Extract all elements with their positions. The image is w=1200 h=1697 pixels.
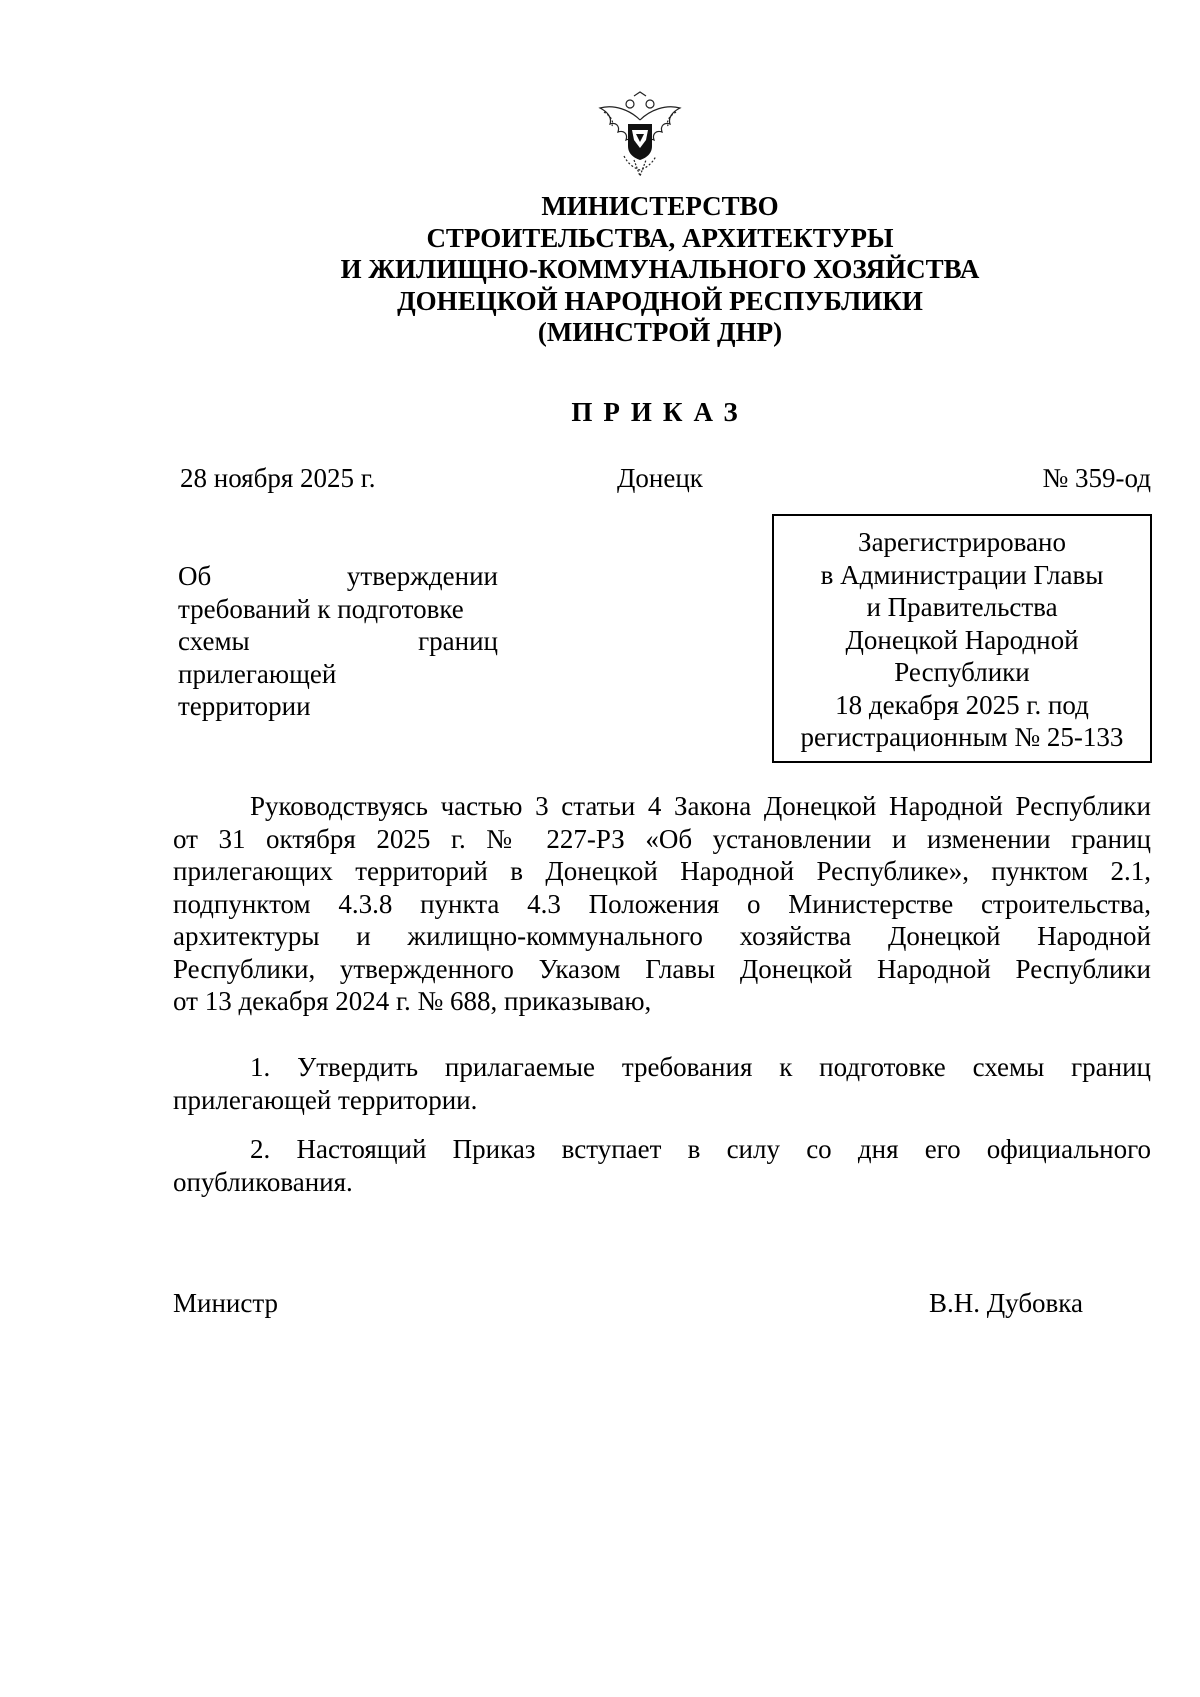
- registration-line: 18 декабря 2025 г. под: [835, 689, 1089, 720]
- subject-line: территории: [178, 691, 311, 721]
- item-line: прилегающей территории.: [173, 1084, 478, 1115]
- ministry-line: (МИНСТРОЙ ДНР): [537, 317, 783, 347]
- registration-line: и Правительства: [866, 592, 1058, 622]
- item-line: опубликования.: [173, 1166, 353, 1197]
- registration-stamp: [772, 514, 1152, 763]
- order-number: № 359-од: [1042, 463, 1151, 493]
- registration-line: в Администрации Главы: [820, 559, 1104, 590]
- preamble-line: прилегающих территорий в Донецкой Народной Республике», пунктом 2.1,: [173, 856, 1151, 886]
- preamble-line: Республики, утвержденного Указом Главы Донецкой Народной Республики: [173, 953, 1151, 984]
- preamble-paragraph: [173, 790, 1151, 1018]
- subject-line: Об утверждении: [178, 561, 498, 591]
- signatory-name: В.Н. Дубовка: [929, 1288, 1083, 1318]
- subject-line: схемы границ: [178, 626, 498, 656]
- item-line: 1. Утвердить прилагаемые требования к подготовке схемы границ: [250, 1052, 1151, 1082]
- order-item-2: [173, 1133, 1151, 1198]
- preamble-line: Руководствуясь частью 3 статьи 4 Закона Донецкой Народной Республики: [250, 791, 1151, 821]
- registration-line: Донецкой Народной: [845, 624, 1079, 655]
- ministry-line: МИНИСТЕРСТВО: [541, 191, 779, 221]
- preamble-line: от 31 октября 2025 г. № 227-РЗ «Об установлении и изменении границ: [173, 823, 1151, 854]
- item-line: 2. Настоящий Приказ вступает в силу со дня его официального: [250, 1134, 1151, 1164]
- preamble-line: от 13 декабря 2024 г. № 688, приказываю,: [173, 986, 652, 1016]
- ministry-line: СТРОИТЕЛЬСТВА, АРХИТЕКТУРЫ: [426, 222, 894, 253]
- dpr-coat-of-arms-icon: [594, 90, 686, 182]
- document-type-title: ПРИКАЗ: [571, 397, 749, 427]
- signatory-position: Министр: [173, 1288, 278, 1318]
- preamble-line: архитектуры и жилищно-коммунального хозяйства Донецкой Народной: [173, 921, 1151, 951]
- subject-line: прилегающей: [178, 658, 337, 689]
- order-item-1: [173, 1051, 1151, 1116]
- ministry-line: ДОНЕЦКОЙ НАРОДНОЙ РЕСПУБЛИКИ: [397, 285, 923, 316]
- ministry-line: И ЖИЛИЩНО-КОММУНАЛЬНОГО ХОЗЯЙСТВА: [340, 254, 980, 284]
- order-subject: [178, 560, 498, 723]
- registration-line: регистрационным № 25-133: [800, 722, 1124, 752]
- subject-line: требований к подготовке: [178, 593, 464, 624]
- registration-line: Республики: [894, 657, 1030, 687]
- preamble-line: подпунктом 4.3.8 пункта 4.3 Положения о Министерстве строительства,: [173, 888, 1151, 919]
- ministry-header: [0, 191, 1200, 349]
- order-place: Донецк: [617, 463, 703, 493]
- order-date: 28 ноября 2025 г.: [180, 463, 376, 493]
- registration-line: Зарегистрировано: [858, 527, 1066, 557]
